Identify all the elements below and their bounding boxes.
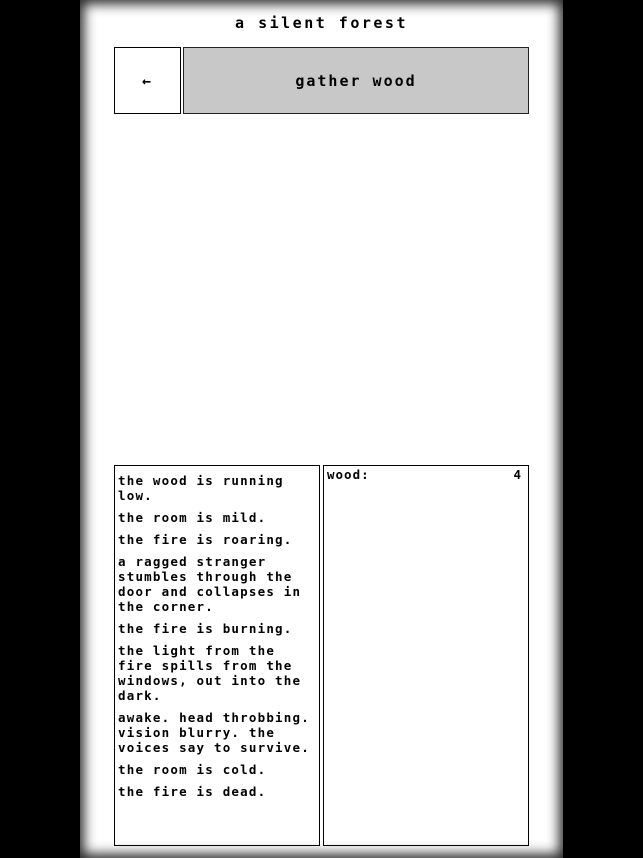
stores-panel xyxy=(323,465,529,846)
log-entry: the wood is running low. xyxy=(118,473,284,503)
gather-wood-button[interactable] xyxy=(183,47,529,114)
log-entry: the fire is burning. xyxy=(118,621,293,636)
event-log[interactable] xyxy=(114,465,320,846)
location-title: a silent forest xyxy=(235,14,408,32)
log-entry: the room is cold. xyxy=(118,762,267,777)
store-value: 4 xyxy=(513,467,522,482)
log-entry: the fire is roaring. xyxy=(118,532,293,547)
log-entry: the fire is dead. xyxy=(118,784,267,799)
store-row-wood xyxy=(327,467,522,482)
back-button[interactable] xyxy=(114,47,181,114)
store-name: wood: xyxy=(327,467,370,482)
log-entry: a ragged stranger stumbles through the door and collapses in the corner. xyxy=(118,554,302,614)
gather-wood-label: gather wood xyxy=(295,71,417,90)
log-entry: the light from the fire spills from the windows, out into the dark. xyxy=(118,643,302,703)
log-entry: the room is mild. xyxy=(118,510,267,525)
game-panel xyxy=(80,0,563,858)
arrow-left-icon: ← xyxy=(141,71,154,90)
log-entry: awake. head throbbing. vision blurry. the voices say to survive. xyxy=(118,710,310,755)
